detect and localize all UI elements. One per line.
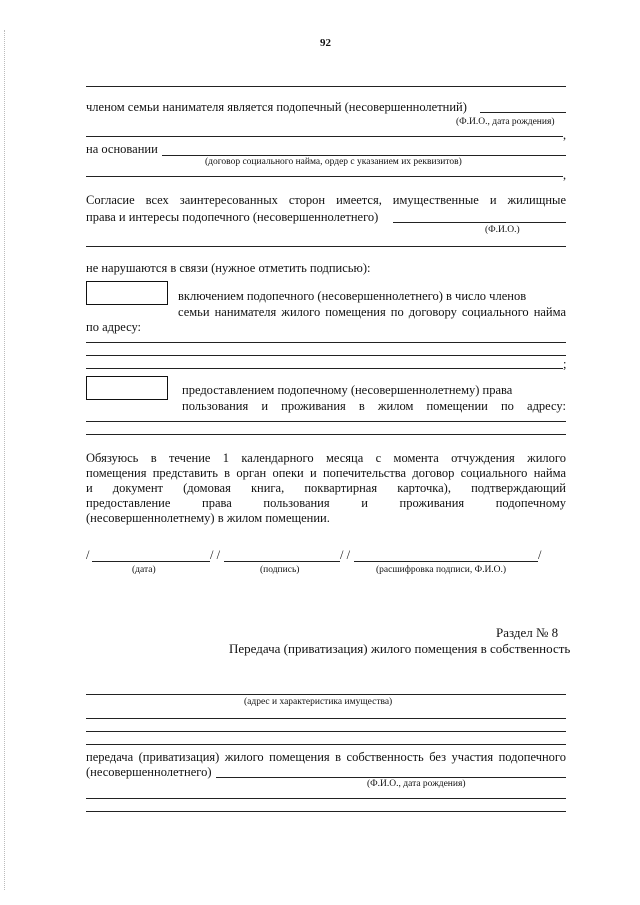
option2-text-line1: предоставлением подопечному (несовершеннолетнему) права <box>182 383 513 397</box>
blank-line[interactable] <box>86 798 566 799</box>
left-margin-binding-marks <box>4 30 11 890</box>
blank-line-property[interactable] <box>86 744 566 745</box>
blank-line[interactable] <box>86 176 563 177</box>
blank-line-address[interactable] <box>86 421 566 422</box>
option1-text-line1: включением подопечного (несовершеннолетнего) в число членов <box>178 289 527 303</box>
option1-text-line2: семьи нанимателя жилого помещения по договору социального найма <box>178 305 566 319</box>
slash-separator: / / <box>340 548 351 562</box>
blank-line-address[interactable] <box>86 434 566 435</box>
obligation-line2: помещения представить в орган опеки и попечительства договор социального найма <box>86 466 566 480</box>
member-text: членом семьи нанимателя является подопечный (несовершеннолетний) <box>86 100 467 114</box>
blank-line-ward-fio-dob[interactable] <box>216 777 566 778</box>
blank-line[interactable] <box>86 86 566 87</box>
signature-decode-line[interactable] <box>354 561 538 562</box>
option2-text-line2: пользования и проживания в жилом помещении по адресу: <box>182 399 566 413</box>
caption-signature-decode: (расшифровка подписи, Ф.И.О.) <box>376 565 507 575</box>
rights-heading: не нарушаются в связи (нужное отметить подписью): <box>86 261 371 275</box>
slash: / <box>86 548 90 562</box>
caption-fio-dob: (Ф.И.О., дата рождения) <box>367 779 466 789</box>
blank-line-basis[interactable] <box>162 155 566 156</box>
obligation-line3: и документ (домовая книга, поквартирная карточка), подтверждающий <box>86 481 566 495</box>
blank-line-address[interactable] <box>86 355 566 356</box>
caption-signature: (подпись) <box>260 565 300 575</box>
basis-label: на основании <box>86 142 158 156</box>
comma: , <box>563 168 567 182</box>
caption-date: (дата) <box>132 565 156 575</box>
obligation-line4: предоставление права пользования и проживания подопечному <box>86 496 566 510</box>
caption-fio-dob: (Ф.И.О., дата рождения) <box>456 117 555 127</box>
blank-line-property[interactable] <box>86 731 566 732</box>
section-number: Раздел № 8 <box>496 625 559 640</box>
date-line[interactable] <box>92 561 210 562</box>
semicolon: ; <box>563 357 567 371</box>
slash-separator: / / <box>210 548 221 562</box>
consent-text-line1: Согласие всех заинтересованных сторон имеется, имущественные и жилищные <box>86 193 566 207</box>
obligation-line5: (несовершеннолетнему) в жилом помещении. <box>86 511 330 525</box>
consent-text-line2: права и интересы подопечного (несовершеннолетнего) <box>86 210 379 224</box>
blank-line-property[interactable] <box>86 694 566 695</box>
blank-line[interactable] <box>86 246 566 247</box>
caption-property: (адрес и характеристика имущества) <box>244 697 393 707</box>
comma: , <box>563 128 567 142</box>
option1-address-label: по адресу: <box>86 320 142 334</box>
obligation-line1: Обязуюсь в течение 1 календарного месяца с момента отчуждения жилого <box>86 451 566 465</box>
section-title: Передача (приватизация) жилого помещения в собственность <box>229 641 571 656</box>
privatization-text-line1: передача (приватизация) жилого помещения в собственность без участия подопечного <box>86 750 566 764</box>
blank-line-ward-fio[interactable] <box>393 222 566 223</box>
page-number: 92 <box>320 37 331 49</box>
blank-line-address[interactable] <box>86 368 563 369</box>
signature-box-option1[interactable] <box>86 281 168 305</box>
blank-line-ward-name[interactable] <box>480 112 566 113</box>
privatization-text-line2: (несовершеннолетнего) <box>86 765 212 779</box>
caption-contract: (договор социального найма, ордер с указанием их реквизитов) <box>205 157 462 167</box>
blank-line-property[interactable] <box>86 718 566 719</box>
signature-line[interactable] <box>224 561 340 562</box>
signature-box-option2[interactable] <box>86 376 168 400</box>
blank-line[interactable] <box>86 136 563 137</box>
slash: / <box>538 548 542 562</box>
blank-line[interactable] <box>86 811 566 812</box>
blank-line-address[interactable] <box>86 342 566 343</box>
caption-fio: (Ф.И.О.) <box>485 225 520 235</box>
